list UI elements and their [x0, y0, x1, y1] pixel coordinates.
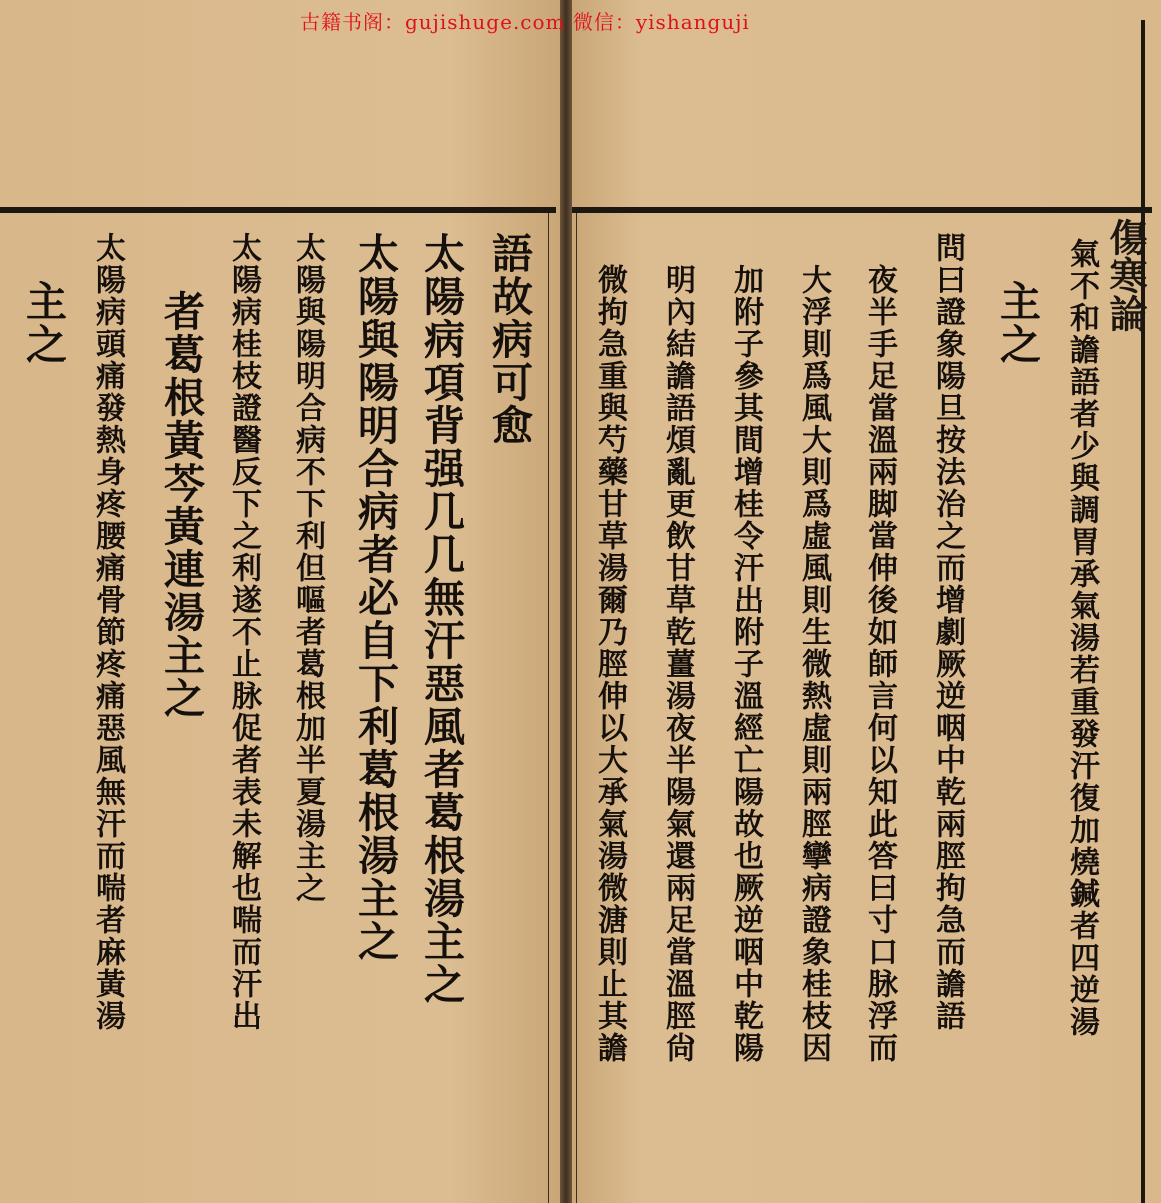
- watermark-text: 古籍书阁：gujishuge.com 微信：yishanguji: [300, 10, 750, 34]
- right-col-6: 加附子參其間增桂令汗出附子溫經亡陽故也厥逆咽中乾陽: [728, 264, 763, 1064]
- inner-border-rule: [576, 213, 577, 1203]
- left-page: [0, 0, 560, 1203]
- left-col-3: 太陽與陽明合病者必自下利葛根湯主之: [351, 232, 399, 963]
- right-col-4: 夜半手足當溫兩脚當伸後如師言何以知此答曰寸口脉浮而: [862, 264, 897, 1064]
- right-col-5: 大浮則爲風大則爲虛風則生微熱虛則兩脛攣病證象桂枝因: [796, 264, 831, 1064]
- left-col-2: 太陽病項背强几几無汗惡風者葛根湯主之: [417, 232, 465, 1006]
- left-col-7: 太陽病頭痛發熱身疼腰痛骨節疼痛惡風無汗而喘者麻黃湯: [90, 232, 125, 1032]
- right-col-8: 微拘急重與芍藥甘草湯爾乃脛伸以大承氣湯微溏則止其譫: [592, 264, 627, 1064]
- fold-title: 傷寒論: [1103, 218, 1148, 332]
- right-col-1: 氣不和譫語者少與調胃承氣湯若重發汗復加燒鍼者四逆湯: [1064, 238, 1099, 1038]
- top-border-rule: [572, 207, 1152, 213]
- right-border-rule: [1141, 20, 1145, 1203]
- left-col-6: 者葛根黃芩黃連湯主之: [157, 290, 205, 720]
- left-col-5: 太陽病桂枝證醫反下之利遂不止脉促者表未解也喘而汗出: [226, 232, 261, 1032]
- left-col-4: 太陽與陽明合病不下利但嘔者葛根加半夏湯主之: [290, 232, 325, 904]
- left-col-1: 語故病可愈: [485, 232, 533, 447]
- right-page: [572, 0, 1161, 1203]
- right-col-7: 明內結譫語煩亂更飲甘草乾薑湯夜半陽氣還兩足當溫脛尙: [660, 264, 695, 1064]
- inner-border-rule: [548, 213, 549, 1203]
- right-col-3: 問曰證象陽旦按法治之而增劇厥逆咽中乾兩脛拘急而譫語: [930, 232, 965, 1032]
- right-col-2: 主之: [993, 280, 1041, 366]
- left-col-8: 主之: [19, 280, 67, 366]
- top-border-rule: [0, 207, 556, 213]
